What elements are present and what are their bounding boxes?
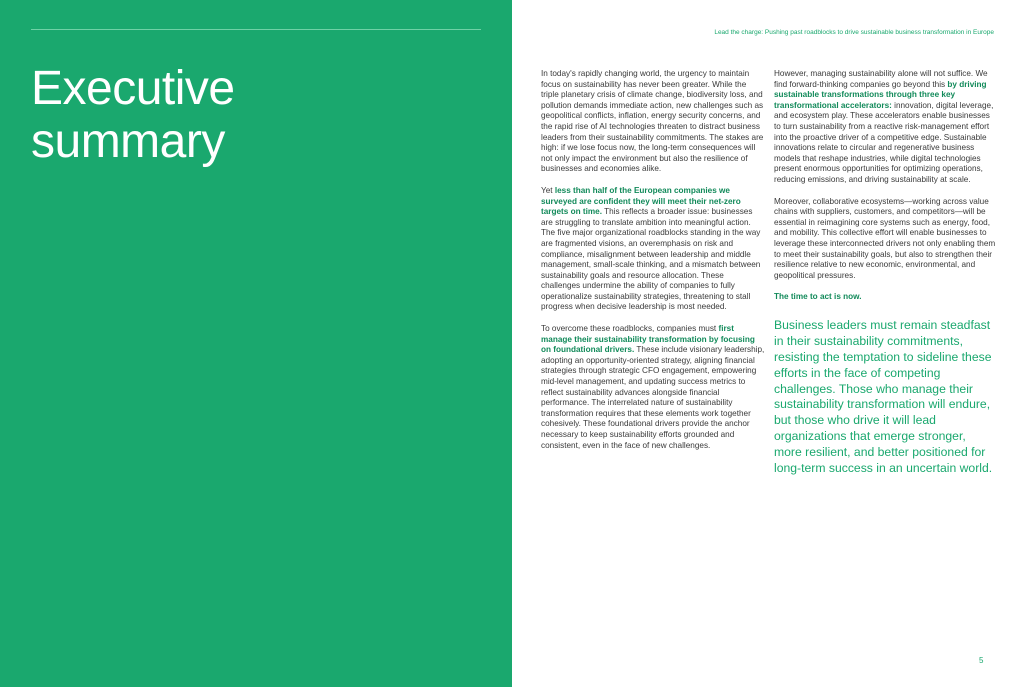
page-title-line-2: summary: [31, 115, 225, 168]
page-title-line-1: Executive: [31, 62, 235, 115]
right-text-column: [774, 69, 996, 488]
paragraph-foundational-drivers: To overcome these roadblocks, companies must first manage their sustainability transformation by focusing on foundational drivers. These include visionary leadership, adopting an opportunity-oriented strategy, aligning financial strategies through strategic CFO engagement, empowering mid-level management, and updating success metrics to reflect sustainability advances alongside financial performance. The interrelated nature of sustainability transformation requires that these elements work together cohesively. These foundational drivers provide the anchor necessary to keep sustainability efforts grounded and consistent, even in the face of new challenges.: [541, 324, 765, 450]
pull-quote: Business leaders must remain steadfast in their sustainability commitments, resisting the temptation to sideline these efforts in the face of competing challenges. Those who manage their sustainability transformation will endure, but those who drive it will lead organizations that emerge stronger, more resilient, and better positioned for long-term success in an uncertain world.: [774, 317, 993, 476]
time-to-act-callout: The time to act is now.: [774, 292, 862, 302]
paragraph-accelerators: However, managing sustainability alone will not suffice. We find forward-thinking companies go beyond this by driving sustainable transformations through three key transformational accelerators: innovation, digital leverage, and ecosystem play. These accelerators enable businesses to turn sustainability from a reactive risk-management effort into the proactive driver of a competitive edge. Sustainable innovations relate to circular and regenerative business models that reshape industries, while digital technologies present enormous opportunities for optimizing operations, reducing emissions, and driving sustainability at scale.: [774, 69, 994, 184]
highlight-foundational: first manage their sustainability transformation by focusing on foundational drivers.: [541, 324, 755, 355]
highlight-accelerators: by driving sustainable transformations through three key transformational accelerators:: [774, 79, 987, 110]
paragraph-confidence: Yet less than half of the European companies we surveyed are confident they will meet their net-zero targets on time. This reflects a broader issue: businesses are struggling to translate ambition into meaningful action. The five major organizational roadblocks standing in the way are fragmented visions, an overemphasis on risk and compliance, misalignment between leadership and middle management, small-scale thinking, and a mismatch between sustainability goals and resource allocation. These challenges undermine the ability of companies to fully operationalize sustainability strategies, threatening to stall progress when decisive leadership is most needed.: [541, 185, 761, 312]
running-header: Lead the charge: Pushing past roadblocks to drive sustainable business transformation in Europe: [714, 29, 994, 36]
paragraph-ecosystems: Moreover, collaborative ecosystems—working across value chains with suppliers, customers, and competitors—will be essential in reimagining core systems such as energy, food, and mobility. This collective effort will enable businesses to leverage these interconnected drivers not only enabling them to meet their sustainability goals, but also to strengthen their resilience relative to new economic, environmental, and geopolitical pressures.: [774, 196, 996, 280]
paragraph-intro: In today's rapidly changing world, the urgency to maintain focus on sustainability has never been greater. While the triple planetary crisis of climate change, biodiversity loss, and pollution demands immediate action, new challenges such as geopolitical conflicts, inflation, energy security concerns, and the rapid rise of AI technologies threaten to distract business leaders from their sustainability commitments. The stakes are high: if we lose focus now, the long-term consequences will not only impact the environment but also the resilience of businesses and economies alike.: [541, 69, 764, 174]
panel-divider: [31, 29, 481, 30]
highlight-confidence: less than half of the European companies we surveyed are confident they will meet their net-zero targets on time.: [541, 185, 741, 217]
page-title: [31, 62, 235, 168]
left-text-column: [541, 69, 765, 462]
page-number: 5: [979, 656, 984, 665]
